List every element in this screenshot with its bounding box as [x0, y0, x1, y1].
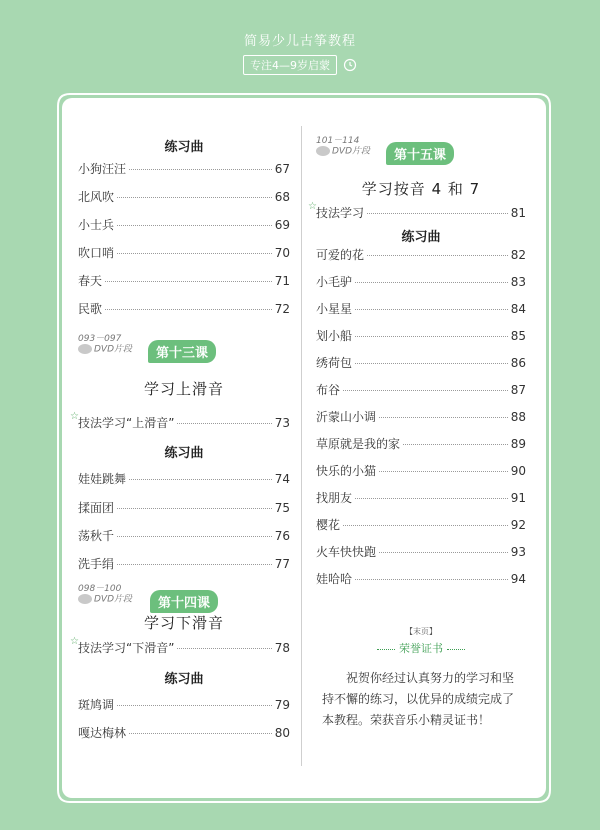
- certificate-title: 荣誉证书: [316, 640, 526, 656]
- toc-row[interactable]: 民歌 72: [78, 302, 290, 316]
- star-icon: ☆: [70, 411, 79, 422]
- column-divider: [301, 126, 302, 766]
- age-range-label: 专注4—9岁启蒙: [243, 55, 337, 75]
- book-title: 简易少儿古筝教程: [243, 34, 356, 49]
- toc-row[interactable]: 可爱的花 82: [316, 248, 526, 262]
- contents-card: [62, 98, 546, 798]
- toc-row[interactable]: ☆ 技法学习 81: [308, 201, 526, 220]
- toc-row[interactable]: 快乐的小猫 90: [316, 464, 526, 478]
- section-heading: 练习曲: [164, 672, 204, 687]
- dvd-icon: [78, 594, 92, 604]
- lesson-header: [78, 584, 290, 614]
- toc-row[interactable]: 小毛驴 83: [316, 275, 526, 289]
- toc-row[interactable]: 草原就是我的家 89: [316, 437, 526, 451]
- toc-row[interactable]: 洗手绢 77: [78, 557, 290, 571]
- section-heading: 练习曲: [164, 140, 204, 155]
- lesson-header: [316, 136, 526, 166]
- section-heading: 练习曲: [401, 230, 441, 245]
- lesson-title: 学习上滑音: [143, 380, 224, 398]
- certificate-text: 祝贺你经过认真努力的学习和坚持不懈的练习，以优异的成绩完成了本教程。荣获音乐小精灵证书！: [322, 671, 515, 727]
- dvd-icon: [316, 146, 330, 156]
- book-subtitle: [243, 55, 357, 75]
- dvd-label: 101－114 DVD片段: [316, 136, 371, 157]
- lesson-title: 学习下滑音: [143, 614, 224, 632]
- toc-row[interactable]: 沂蒙山小调 88: [316, 410, 526, 424]
- lesson-badge: 第十五课: [386, 142, 454, 165]
- toc-row[interactable]: 娃哈哈 94: [316, 572, 526, 586]
- toc-row[interactable]: 嘎达梅林 80: [78, 726, 290, 740]
- toc-row[interactable]: 樱花 92: [316, 518, 526, 532]
- lesson-badge: 第十四课: [150, 590, 218, 613]
- clock-icon: [343, 58, 357, 72]
- toc-row[interactable]: ☆ 技法学习“上滑音” 73: [70, 411, 290, 430]
- dvd-icon: [78, 344, 92, 354]
- star-icon: ☆: [308, 201, 317, 212]
- toc-row[interactable]: 北风吹 68: [78, 190, 290, 204]
- toc-row[interactable]: 小星星 84: [316, 302, 526, 316]
- toc-row[interactable]: 娃娃跳舞 74: [78, 472, 290, 486]
- toc-row[interactable]: 绣荷包 86: [316, 356, 526, 370]
- page-header: [0, 30, 600, 75]
- dvd-label: 098－100 DVD片段: [78, 584, 133, 605]
- toc-row[interactable]: 斑鸠调 79: [78, 698, 290, 712]
- lesson-title: 学习按音 4 和 7: [361, 180, 481, 198]
- toc-row[interactable]: 火车快快跑 93: [316, 545, 526, 559]
- toc-row[interactable]: 找朋友 91: [316, 491, 526, 505]
- toc-row[interactable]: 划小船 85: [316, 329, 526, 343]
- lesson-header: [78, 334, 290, 364]
- star-icon: ☆: [70, 636, 79, 647]
- toc-row[interactable]: 揉面团 75: [78, 501, 290, 515]
- lesson-badge: 第十三课: [148, 340, 216, 363]
- toc-row[interactable]: 小士兵 69: [78, 218, 290, 232]
- section-heading: 练习曲: [164, 446, 204, 461]
- toc-row[interactable]: 小狗汪汪 67: [78, 162, 290, 176]
- toc-row[interactable]: 布谷 87: [316, 383, 526, 397]
- toc-row[interactable]: 荡秋千 76: [78, 529, 290, 543]
- last-page-label: 【末页】: [405, 627, 437, 636]
- dvd-label: 093－097 DVD片段: [78, 334, 133, 355]
- toc-row[interactable]: 吹口哨 70: [78, 246, 290, 260]
- toc-row[interactable]: 春天 71: [78, 274, 290, 288]
- toc-row[interactable]: ☆ 技法学习“下滑音” 78: [70, 636, 290, 655]
